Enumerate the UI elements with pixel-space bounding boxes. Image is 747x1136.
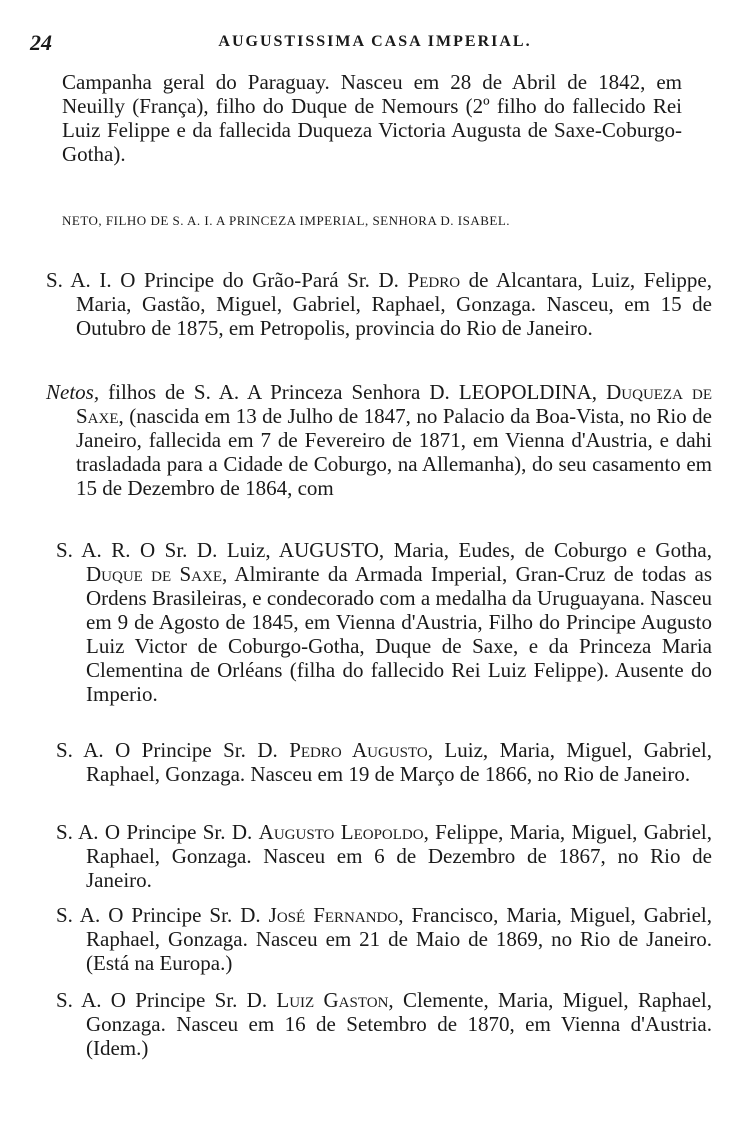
entry-pedro (46, 268, 712, 340)
entry-augusto-text-1: S. A. R. O Sr. D. Luiz, AUGUSTO, Maria, Eudes, de Coburgo e Gotha, (56, 538, 712, 562)
entry-pedro-name: Pedro (407, 268, 461, 292)
entry-jose-fernando (56, 903, 712, 975)
entry-luiz-gaston-name: Luiz Gaston (276, 988, 389, 1012)
entry-pedro-augusto-prefix: S. A. O Principe Sr. D. (56, 738, 290, 762)
page-header (30, 30, 720, 56)
entry-pedro-text: de Alcantara, Luiz, Felippe, Maria, Gastão, Miguel, Gabriel, Raphael, Gonzaga. Nasceu, em 15 de Outubro de 1875, em Petropolis, provincia do Rio de Janeiro. (76, 268, 713, 340)
entry-augusto-leopoldo-text: , Felippe, Maria, Miguel, Gabriel, Raphael, Gonzaga. Nasceu em 6 de Dezembro de 1867, no Rio de Janeiro. (86, 820, 713, 892)
netos-label: Netos, (46, 380, 100, 404)
entry-augusto-leopoldo-name: Augusto Leopoldo (258, 820, 424, 844)
running-title: AUGUSTISSIMA CASA IMPERIAL. (218, 33, 532, 50)
entry-augusto-leopoldo (56, 820, 712, 892)
section-heading: NETO, FILHO DE S. A. I. A PRINCEZA IMPERIAL, SENHORA D. ISABEL. (62, 213, 511, 228)
entry-luiz-gaston-text: , Clemente, Maria, Miguel, Raphael, Gonzaga. Nasceu em 16 de Setembro de 1870, em Vienna d'Austria. (Idem.) (86, 988, 712, 1060)
entry-jose-fernando-text: , Francisco, Maria, Miguel, Gabriel, Raphael, Gonzaga. Nasceu em 21 de Maio de 1869, no Rio de Janeiro. (Está na Europa.) (86, 903, 712, 975)
entry-augusto-leopoldo-prefix: S. A. O Principe Sr. D. (56, 820, 259, 844)
entry-jose-fernando-name: José Fernando (268, 903, 399, 927)
entry-pedro-augusto (56, 738, 712, 786)
entry-pedro-augusto-name: Pedro Augusto (289, 738, 428, 762)
intro-paragraph: Campanha geral do Paraguay. Nasceu em 28 de Abril de 1842, em Neuilly (França), filho do Duque de Nemours (2º filho do fallecido Rei Luiz Felippe e da fallecida Duqueza Victoria Augusta de Saxe-Coburgo-Gotha). (62, 70, 682, 166)
netos-paragraph (46, 380, 712, 500)
entry-augusto-text-2: , Almirante da Armada Imperial, Gran-Cruz de todas as Ordens Brasileiras, e condecorado com a medalha da Uruguayana. Nasceu em 9 de Agosto de 1845, em Vienna d'Austria, Filho do Principe Augusto Luiz Victor de Coburgo-Gotha, Duque de Saxe, e da Princeza Maria Clementina de Orléans (filha do fallecido Rei Luiz Felippe). Ausente do Imperio. (86, 562, 713, 706)
entry-jose-fernando-prefix: S. A. O Principe Sr. D. (56, 903, 269, 927)
entry-pedro-augusto-text: , Luiz, Maria, Miguel, Gabriel, Raphael, Gonzaga. Nasceu em 19 de Março de 1866, no Rio de Janeiro. (86, 738, 712, 786)
netos-text-1: filhos de S. A. A Princeza Senhora D. LEOPOLDINA, (99, 380, 607, 404)
netos-text-2: , (nascida em 13 de Julho de 1847, no Palacio da Boa-Vista, no Rio de Janeiro, fallecida em 7 de Fevereiro de 1871, em Vienna d'Austria, e dahi trasladada para a Cidade de Coburgo, na Allemanha), do seu casamento em 15 de Dezembro de 1864, com (76, 404, 712, 500)
entry-luiz-gaston-prefix: S. A. O Principe Sr. D. (56, 988, 277, 1012)
entry-luiz-gaston (56, 988, 712, 1060)
netos-title: Duqueza de Saxe (76, 380, 712, 428)
entry-pedro-prefix: S. A. I. O Principe do Grão-Pará Sr. D. (46, 268, 408, 292)
entry-augusto (56, 538, 712, 706)
page-number: 24 (30, 30, 52, 55)
entry-augusto-title: Duque de Saxe (86, 562, 222, 586)
